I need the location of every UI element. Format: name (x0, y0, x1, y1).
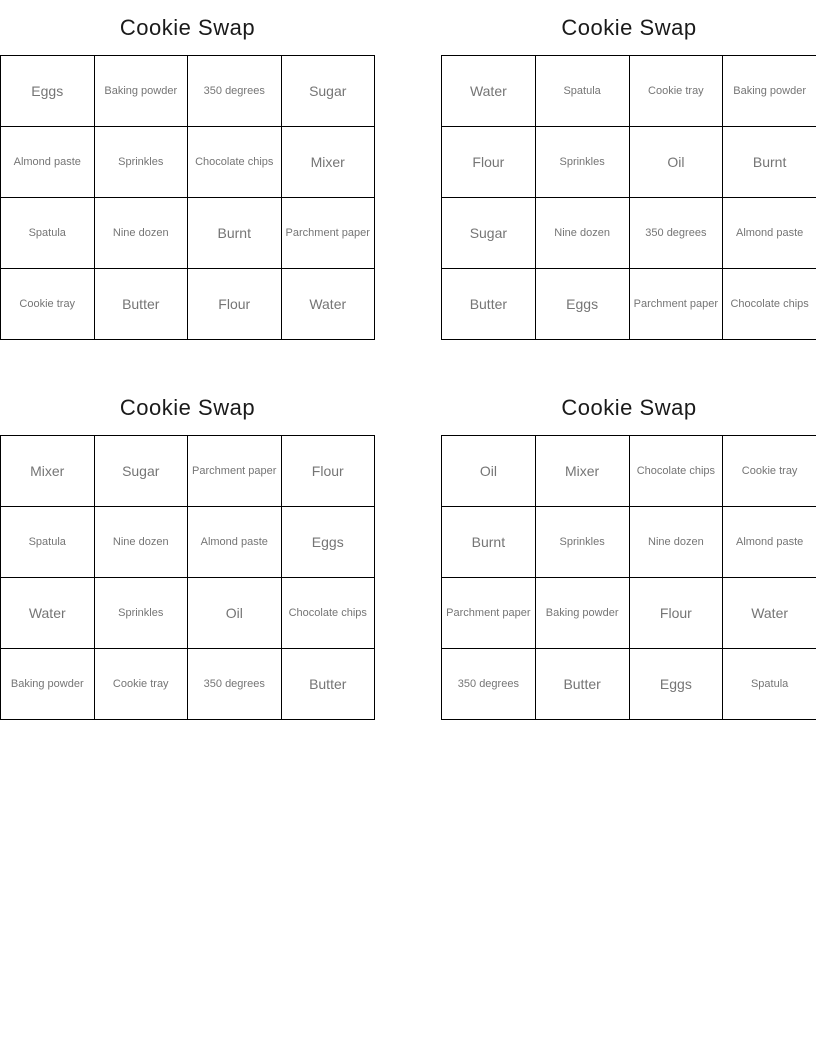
bingo-cell: Spatula (723, 649, 816, 720)
grid-row (442, 649, 816, 720)
bingo-cell: Burnt (188, 198, 282, 269)
bingo-cell: Flour (281, 436, 375, 507)
bingo-cell: 350 degrees (188, 649, 282, 720)
card-title: Cookie Swap (119, 14, 256, 40)
bingo-cell: Cookie tray (723, 436, 816, 507)
card-title: Cookie Swap (561, 14, 697, 40)
bingo-cell: Nine dozen (629, 507, 723, 578)
bingo-cell: Cookie tray (94, 649, 188, 720)
bingo-cell: Sprinkles (94, 578, 188, 649)
grid-row (1, 269, 375, 340)
bingo-cell: Nine dozen (535, 198, 629, 269)
bingo-grid (0, 435, 375, 720)
bingo-cell: Almond paste (723, 198, 816, 269)
bingo-cell: Parchment paper (629, 269, 723, 340)
bingo-cell: 350 degrees (442, 649, 536, 720)
bingo-cell: Parchment paper (281, 198, 375, 269)
bingo-cell: Chocolate chips (629, 436, 723, 507)
bingo-cell: Eggs (535, 269, 629, 340)
bingo-grid (441, 55, 816, 340)
bingo-cell: Water (281, 269, 375, 340)
bingo-cell: Nine dozen (94, 198, 188, 269)
grid-row (442, 198, 816, 269)
bingo-cell: Sugar (442, 198, 536, 269)
bingo-cell: 350 degrees (188, 56, 282, 127)
bingo-cell: Parchment paper (188, 436, 282, 507)
bingo-cell: Burnt (723, 127, 816, 198)
grid-row (442, 127, 816, 198)
bingo-cell: Spatula (1, 198, 95, 269)
bingo-cell: Baking powder (723, 56, 816, 127)
bingo-card-3 (0, 380, 375, 720)
bingo-cell: Butter (281, 649, 375, 720)
bingo-cell: Spatula (1, 507, 95, 578)
bingo-cell: Water (1, 578, 95, 649)
bingo-cell: Burnt (442, 507, 536, 578)
grid-row (442, 436, 816, 507)
bingo-cell: Sugar (281, 56, 375, 127)
bingo-cell: Water (723, 578, 816, 649)
bingo-cell: Almond paste (723, 507, 816, 578)
grid-row (1, 649, 375, 720)
bingo-cell: Chocolate chips (188, 127, 282, 198)
bingo-cell: Sprinkles (94, 127, 188, 198)
bingo-cell: Sprinkles (535, 127, 629, 198)
bingo-cell: Mixer (281, 127, 375, 198)
bingo-cell: Flour (188, 269, 282, 340)
grid-row (1, 507, 375, 578)
bingo-cell: Cookie tray (1, 269, 95, 340)
bingo-cell: Oil (629, 127, 723, 198)
bingo-card-2 (441, 0, 816, 340)
grid-row (1, 578, 375, 649)
bingo-cell: Spatula (535, 56, 629, 127)
bingo-cell: Eggs (281, 507, 375, 578)
bingo-cell: Butter (94, 269, 188, 340)
bingo-card-4 (441, 380, 816, 720)
bingo-grid (0, 55, 375, 340)
bingo-cell: Eggs (1, 56, 95, 127)
card-title: Cookie Swap (561, 394, 697, 420)
bingo-cell: Almond paste (188, 507, 282, 578)
bingo-cell: Baking powder (535, 578, 629, 649)
bingo-cell: Chocolate chips (281, 578, 375, 649)
bingo-cell: Nine dozen (94, 507, 188, 578)
grid-row (1, 436, 375, 507)
grid-row (442, 578, 816, 649)
bingo-cell: Eggs (629, 649, 723, 720)
bingo-grid (441, 435, 816, 720)
bingo-cell: Flour (442, 127, 536, 198)
bingo-cell: Mixer (535, 436, 629, 507)
bingo-cell: Butter (535, 649, 629, 720)
bingo-cell: Oil (442, 436, 536, 507)
bingo-cell: Mixer (1, 436, 95, 507)
bingo-cell: Cookie tray (629, 56, 723, 127)
bingo-cell: Oil (188, 578, 282, 649)
bingo-cell: 350 degrees (629, 198, 723, 269)
bingo-cell: Baking powder (1, 649, 95, 720)
card-title: Cookie Swap (119, 394, 256, 420)
bingo-card-1 (0, 0, 375, 340)
grid-row (442, 269, 816, 340)
grid-row (442, 56, 816, 127)
bingo-cell: Baking powder (94, 56, 188, 127)
grid-row (1, 56, 375, 127)
grid-row (1, 127, 375, 198)
bingo-cell: Sprinkles (535, 507, 629, 578)
bingo-cell: Flour (629, 578, 723, 649)
bingo-cell: Butter (442, 269, 536, 340)
bingo-cell: Chocolate chips (723, 269, 816, 340)
grid-row (442, 507, 816, 578)
bingo-cell: Parchment paper (442, 578, 536, 649)
bingo-cell: Sugar (94, 436, 188, 507)
bingo-cell: Almond paste (1, 127, 95, 198)
bingo-cell: Water (442, 56, 536, 127)
grid-row (1, 198, 375, 269)
